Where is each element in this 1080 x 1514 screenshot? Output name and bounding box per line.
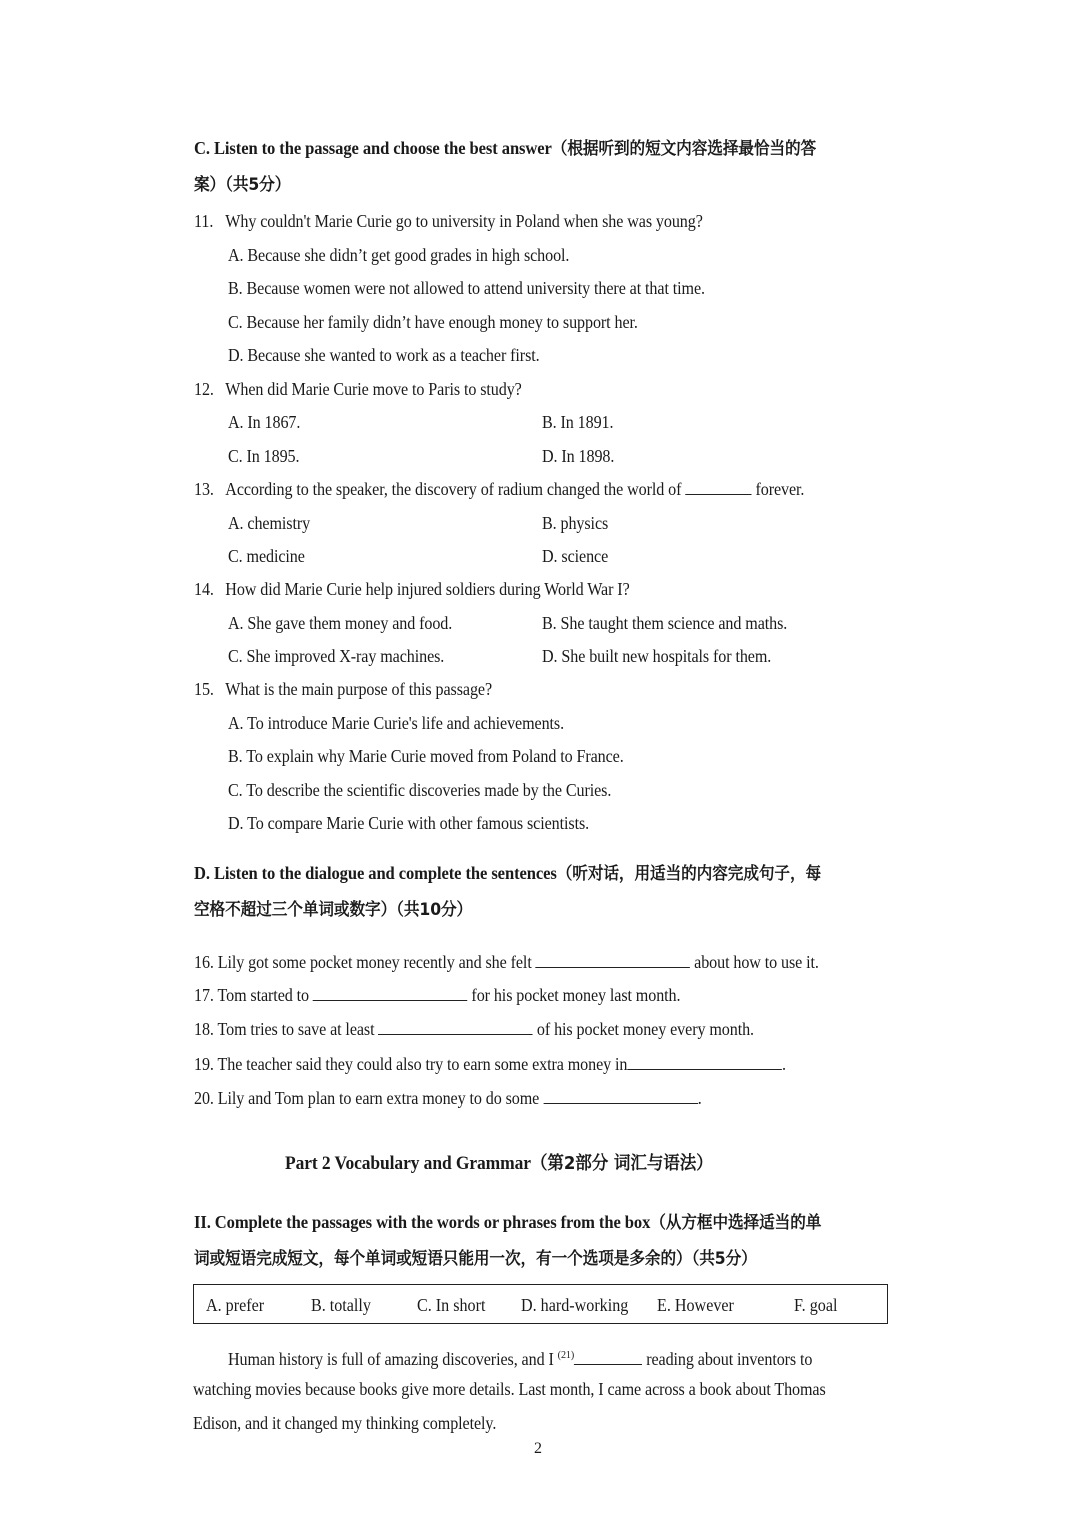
q12-option-b: B. In 1891. (542, 412, 614, 432)
question-19 (194, 1053, 786, 1075)
section-d-heading (194, 862, 821, 885)
q13-option-b: B. physics (542, 513, 609, 533)
question-text: 17. Tom started to (194, 985, 309, 1005)
section-ii-heading (194, 1211, 821, 1234)
q11-option-a: A. Because she didn’t get good grades in high school. (228, 245, 570, 265)
question-text: How did Marie Curie help injured soldiers during World War I? (225, 579, 630, 599)
question-text: What is the main purpose of this passage? (225, 679, 493, 699)
part-2-title-cn: （第2部分 词汇与语法） (530, 1153, 713, 1174)
question-number: 15. (194, 679, 214, 699)
answer-blank[interactable] (313, 984, 468, 1001)
q12-option-d: D. In 1898. (542, 446, 615, 466)
question-text-end: forever. (755, 479, 805, 499)
word-box-item: C. In short (417, 1295, 486, 1315)
question-text-end: . (697, 1088, 702, 1108)
question-12 (194, 378, 522, 400)
q11-option-b: B. Because women were not allowed to attend university there at that time. (228, 278, 705, 298)
answer-blank[interactable] (685, 478, 751, 495)
word-box-item: B. totally (311, 1295, 371, 1315)
blank-number: (21) (557, 1349, 575, 1361)
question-20 (194, 1087, 702, 1109)
passage-line-2: watching movies because books give more details. Last month, I came across a book about Thomas (193, 1379, 826, 1399)
q13-option-d: D. science (542, 546, 609, 566)
q14-option-d: D. She built new hospitals for them. (542, 646, 772, 666)
question-18 (194, 1018, 754, 1040)
section-ii-title-cn: （从方框中选择适当的单 (650, 1213, 822, 1233)
section-d-title: D. Listen to the dialogue and complete the sentences (194, 863, 557, 883)
part-2-title-en: Part 2 Vocabulary and Grammar (285, 1153, 531, 1174)
question-number: 14. (194, 579, 214, 599)
question-text: 19. The teacher said they could also try to earn some extra money in (194, 1054, 628, 1074)
q13-option-a: A. chemistry (228, 513, 311, 533)
q14-option-b: B. She taught them science and maths. (542, 613, 788, 633)
q14-option-c: C. She improved X-ray machines. (228, 646, 445, 666)
passage-line-1 (228, 1344, 812, 1370)
question-number: 11. (194, 211, 214, 231)
q13-option-c: C. medicine (228, 546, 305, 566)
q12-option-a: A. In 1867. (228, 412, 301, 432)
q15-option-d: D. To compare Marie Curie with other famous scientists. (228, 813, 590, 833)
section-c-title-cn: （根据听到的短文内容选择最恰当的答 (551, 139, 817, 159)
question-15 (194, 678, 492, 700)
question-text-end: for his pocket money last month. (471, 985, 681, 1005)
answer-blank[interactable] (574, 1348, 642, 1365)
section-c-title-cn-cont: 案）（共5分） (194, 175, 291, 195)
question-11 (194, 210, 703, 232)
question-14 (194, 578, 630, 600)
question-number: 13. (194, 479, 214, 499)
word-box-item: E. However (657, 1295, 734, 1315)
question-number: 12. (194, 379, 214, 399)
passage-line-3: Edison, and it changed my thinking completely. (193, 1413, 497, 1433)
section-ii-title-cn-cont: 词或短语完成短文，每个单词或短语只能用一次，有一个选项是多余的）（共5分） (194, 1249, 757, 1269)
answer-blank[interactable] (543, 1087, 698, 1104)
q12-option-c: C. In 1895. (228, 446, 300, 466)
answer-blank[interactable] (627, 1053, 782, 1070)
section-c-title: C. Listen to the passage and choose the best answer (194, 138, 552, 158)
q14-option-a: A. She gave them money and food. (228, 613, 453, 633)
question-text: According to the speaker, the discovery of radium changed the world of (225, 479, 682, 499)
answer-blank[interactable] (536, 951, 691, 968)
question-text-end: about how to use it. (694, 952, 819, 972)
question-text: Why couldn't Marie Curie go to university in Poland when she was young? (225, 211, 703, 231)
question-16 (194, 951, 819, 973)
question-text: 18. Tom tries to save at least (194, 1019, 375, 1039)
q15-option-a: A. To introduce Marie Curie's life and achievements. (228, 713, 565, 733)
passage-text: reading about inventors to (646, 1348, 813, 1369)
q15-option-c: C. To describe the scientific discoveries made by the Curies. (228, 780, 612, 800)
q11-option-c: C. Because her family didn’t have enough money to support her. (228, 312, 638, 332)
word-box-item: D. hard-working (521, 1295, 629, 1315)
question-13 (194, 478, 804, 500)
page-number: 2 (534, 1440, 542, 1457)
part-2-title (285, 1153, 713, 1175)
question-text-end: . (781, 1054, 786, 1074)
section-d-title-cn: （听对话，用适当的内容完成句子，每 (556, 864, 822, 884)
question-17 (194, 984, 680, 1006)
question-text: 16. Lily got some pocket money recently and she felt (194, 952, 532, 972)
question-text: 20. Lily and Tom plan to earn extra money to do some (194, 1088, 540, 1108)
answer-blank[interactable] (378, 1018, 533, 1035)
section-ii-title: II. Complete the passages with the words or phrases from the box (194, 1212, 651, 1232)
word-box-item: A. prefer (206, 1295, 265, 1315)
q15-option-b: B. To explain why Marie Curie moved from Poland to France. (228, 746, 624, 766)
word-box-item: F. goal (794, 1295, 838, 1315)
question-text: When did Marie Curie move to Paris to study? (225, 379, 522, 399)
q11-option-d: D. Because she wanted to work as a teacher first. (228, 345, 540, 365)
passage-text: Human history is full of amazing discoveries, and I (228, 1348, 554, 1369)
word-box (193, 1284, 888, 1324)
section-d-title-cn-cont: 空格不超过三个单词或数字）（共10分） (194, 900, 473, 920)
question-text-end: of his pocket money every month. (536, 1019, 754, 1039)
section-c-heading (194, 137, 816, 160)
